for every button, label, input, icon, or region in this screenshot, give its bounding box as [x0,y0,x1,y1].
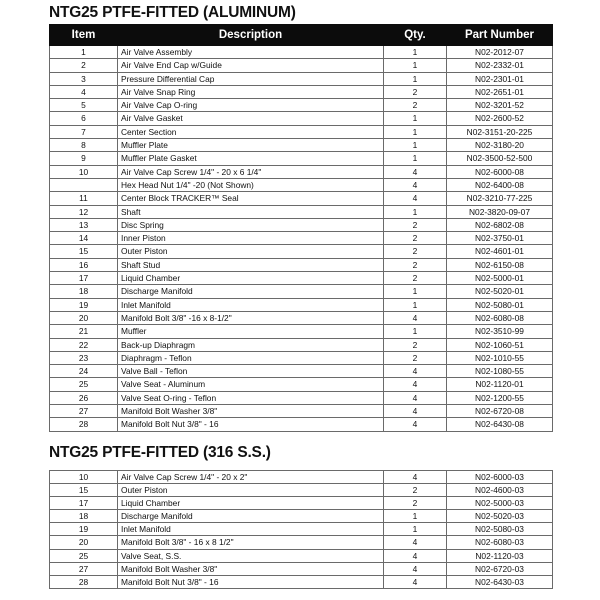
cell-qty: 4 [384,575,447,588]
cell-part-number: N02-3820-09-07 [447,205,553,218]
cell-description: Center Block TRACKER™ Seal [118,192,384,205]
cell-description: Shaft [118,205,384,218]
cell-description: Air Valve Cap Screw 1/4" - 20 x 6 1/4" [118,165,384,178]
cell-item: 24 [50,365,118,378]
cell-qty: 4 [384,418,447,431]
cell-part-number: N02-6150-08 [447,258,553,271]
cell-qty: 4 [384,391,447,404]
cell-item: 21 [50,325,118,338]
cell-item: 13 [50,218,118,231]
cell-item [50,178,118,191]
cell-qty: 1 [384,152,447,165]
parts-table-stainless [49,470,553,589]
cell-description: Pressure Differential Cap [118,72,384,85]
table-row [50,510,553,523]
cell-description: Valve Seat, S.S. [118,549,384,562]
cell-qty: 1 [384,325,447,338]
cell-description: Disc Spring [118,218,384,231]
cell-qty: 1 [384,298,447,311]
cell-qty: 1 [384,112,447,125]
cell-item: 11 [50,192,118,205]
table-row [50,178,553,191]
table-row [50,46,553,59]
cell-part-number: N02-1010-55 [447,351,553,364]
cell-item: 25 [50,549,118,562]
cell-item: 28 [50,418,118,431]
table-row [50,152,553,165]
cell-qty: 2 [384,272,447,285]
cell-part-number: N02-3500-52-500 [447,152,553,165]
cell-item: 6 [50,112,118,125]
table-row [50,218,553,231]
cell-part-number: N02-1200-55 [447,391,553,404]
table-row [50,272,553,285]
cell-item: 19 [50,298,118,311]
cell-item: 27 [50,562,118,575]
cell-description: Air Valve Assembly [118,46,384,59]
cell-item: 8 [50,139,118,152]
cell-qty: 1 [384,125,447,138]
cell-item: 20 [50,311,118,324]
cell-description: Manifold Bolt Nut 3/8" - 16 [118,418,384,431]
cell-part-number: N02-6720-08 [447,405,553,418]
cell-description: Hex Head Nut 1/4" -20 (Not Shown) [118,178,384,191]
cell-part-number: N02-1120-03 [447,549,553,562]
cell-part-number: N02-2600-52 [447,112,553,125]
cell-item: 16 [50,258,118,271]
cell-part-number: N02-3151-20-225 [447,125,553,138]
cell-part-number: N02-5000-03 [447,497,553,510]
cell-description: Manifold Bolt Washer 3/8" [118,405,384,418]
cell-qty: 4 [384,365,447,378]
cell-description: Valve Seat O-ring - Teflon [118,391,384,404]
table-row [50,378,553,391]
cell-item: 23 [50,351,118,364]
cell-qty: 4 [384,192,447,205]
header-qty: Qty. [384,25,447,46]
cell-part-number: N02-2651-01 [447,85,553,98]
cell-part-number: N02-1060-51 [447,338,553,351]
cell-item: 28 [50,575,118,588]
table-row [50,59,553,72]
cell-description: Air Valve Gasket [118,112,384,125]
table-header-row [50,25,553,46]
cell-description: Liquid Chamber [118,497,384,510]
cell-qty: 2 [384,99,447,112]
table-row [50,311,553,324]
cell-part-number: N02-6430-03 [447,575,553,588]
cell-part-number: N02-4601-01 [447,245,553,258]
cell-description: Valve Ball - Teflon [118,365,384,378]
table-row [50,562,553,575]
cell-item: 18 [50,285,118,298]
table-row [50,258,553,271]
cell-qty: 2 [384,338,447,351]
cell-qty: 1 [384,510,447,523]
cell-description: Manifold Bolt 3/8" - 16 x 8 1/2" [118,536,384,549]
cell-item: 14 [50,232,118,245]
cell-part-number: N02-6400-08 [447,178,553,191]
table-body-aluminum [50,46,553,432]
parts-table-aluminum [49,24,553,432]
cell-qty: 4 [384,471,447,484]
cell-part-number: N02-3180-20 [447,139,553,152]
cell-qty: 4 [384,562,447,575]
cell-qty: 2 [384,232,447,245]
cell-part-number: N02-2301-01 [447,72,553,85]
cell-part-number: N02-1120-01 [447,378,553,391]
cell-description: Discharge Manifold [118,510,384,523]
cell-item: 19 [50,523,118,536]
table-row [50,418,553,431]
cell-description: Manifold Bolt 3/8" -16 x 8-1/2" [118,311,384,324]
table-row [50,85,553,98]
cell-description: Valve Seat - Aluminum [118,378,384,391]
cell-qty: 1 [384,139,447,152]
cell-description: Air Valve Cap Screw 1/4" - 20 x 2" [118,471,384,484]
table-row [50,351,553,364]
table-row [50,536,553,549]
cell-item: 10 [50,165,118,178]
cell-qty: 4 [384,405,447,418]
cell-description: Inner Piston [118,232,384,245]
cell-part-number: N02-3210-77-225 [447,192,553,205]
cell-qty: 1 [384,59,447,72]
cell-part-number: N02-6000-08 [447,165,553,178]
cell-item: 27 [50,405,118,418]
cell-qty: 1 [384,46,447,59]
table-row [50,523,553,536]
cell-qty: 1 [384,72,447,85]
table-row [50,338,553,351]
cell-qty: 4 [384,549,447,562]
cell-part-number: N02-4600-03 [447,484,553,497]
cell-part-number: N02-6430-08 [447,418,553,431]
table-row [50,125,553,138]
cell-description: Air Valve End Cap w/Guide [118,59,384,72]
cell-item: 5 [50,99,118,112]
header-part-number: Part Number [447,25,553,46]
table-row [50,391,553,404]
cell-description: Manifold Bolt Washer 3/8" [118,562,384,575]
cell-part-number: N02-5000-01 [447,272,553,285]
cell-qty: 1 [384,205,447,218]
cell-item: 20 [50,536,118,549]
table-row [50,471,553,484]
cell-item: 7 [50,125,118,138]
cell-item: 22 [50,338,118,351]
cell-item: 15 [50,484,118,497]
cell-part-number: N02-6080-08 [447,311,553,324]
cell-item: 2 [50,59,118,72]
cell-description: Shaft Stud [118,258,384,271]
cell-part-number: N02-6720-03 [447,562,553,575]
table-row [50,99,553,112]
cell-qty: 4 [384,536,447,549]
cell-part-number: N02-3201-52 [447,99,553,112]
cell-qty: 4 [384,311,447,324]
cell-description: Diaphragm - Teflon [118,351,384,364]
cell-part-number: N02-3510-99 [447,325,553,338]
cell-description: Air Valve Cap O-ring [118,99,384,112]
cell-description: Outer Piston [118,484,384,497]
section-title-aluminum: NTG25 PTFE-FITTED (ALUMINUM) [49,4,296,21]
cell-part-number: N02-6802-08 [447,218,553,231]
table-row [50,139,553,152]
table-row [50,365,553,378]
cell-part-number: N02-1080-55 [447,365,553,378]
cell-item: 15 [50,245,118,258]
section-title-stainless: NTG25 PTFE-FITTED (316 S.S.) [49,444,271,461]
cell-qty: 4 [384,178,447,191]
cell-part-number: N02-2012-07 [447,46,553,59]
table-row [50,325,553,338]
cell-qty: 2 [384,245,447,258]
table-row [50,575,553,588]
table-row [50,112,553,125]
table-row [50,245,553,258]
cell-qty: 2 [384,497,447,510]
cell-part-number: N02-5020-03 [447,510,553,523]
cell-item: 4 [50,85,118,98]
cell-description: Discharge Manifold [118,285,384,298]
table-row [50,298,553,311]
cell-qty: 2 [384,218,447,231]
table-row [50,192,553,205]
cell-part-number: N02-6080-03 [447,536,553,549]
cell-qty: 2 [384,484,447,497]
cell-description: Inlet Manifold [118,298,384,311]
cell-description: Air Valve Snap Ring [118,85,384,98]
table-row [50,497,553,510]
cell-description: Back-up Diaphragm [118,338,384,351]
cell-qty: 2 [384,85,447,98]
table-body-stainless [50,471,553,589]
cell-item: 10 [50,471,118,484]
cell-description: Muffler [118,325,384,338]
cell-item: 25 [50,378,118,391]
cell-qty: 1 [384,285,447,298]
cell-item: 18 [50,510,118,523]
table-row [50,205,553,218]
cell-part-number: N02-2332-01 [447,59,553,72]
cell-item: 3 [50,72,118,85]
cell-part-number: N02-5080-01 [447,298,553,311]
cell-qty: 1 [384,523,447,536]
cell-qty: 2 [384,351,447,364]
header-description: Description [118,25,384,46]
cell-description: Muffler Plate Gasket [118,152,384,165]
cell-part-number: N02-3750-01 [447,232,553,245]
cell-description: Muffler Plate [118,139,384,152]
cell-description: Outer Piston [118,245,384,258]
table-row [50,232,553,245]
cell-description: Inlet Manifold [118,523,384,536]
table-row [50,165,553,178]
table-row [50,405,553,418]
cell-item: 1 [50,46,118,59]
cell-item: 17 [50,497,118,510]
cell-part-number: N02-6000-03 [447,471,553,484]
cell-description: Manifold Bolt Nut 3/8" - 16 [118,575,384,588]
cell-qty: 4 [384,165,447,178]
cell-part-number: N02-5080-03 [447,523,553,536]
cell-item: 12 [50,205,118,218]
cell-qty: 4 [384,378,447,391]
table-row [50,484,553,497]
table-row [50,549,553,562]
cell-part-number: N02-5020-01 [447,285,553,298]
table-row [50,72,553,85]
table-row [50,285,553,298]
cell-item: 26 [50,391,118,404]
cell-description: Liquid Chamber [118,272,384,285]
cell-description: Center Section [118,125,384,138]
cell-qty: 2 [384,258,447,271]
cell-item: 17 [50,272,118,285]
cell-item: 9 [50,152,118,165]
header-item: Item [50,25,118,46]
